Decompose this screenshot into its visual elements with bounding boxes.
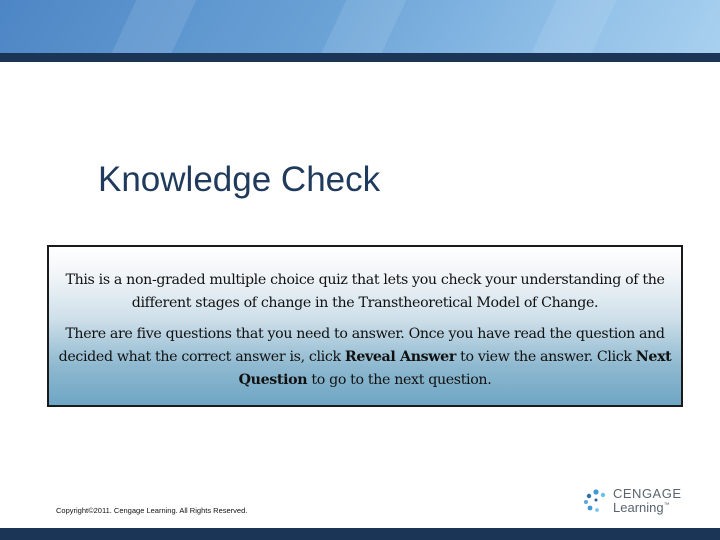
instructions-paragraph-1: This is a non-graded multiple choice quiz that lets you check your understanding of the different stages of change in the Transtheoretical Model of Change. (65, 272, 665, 311)
top-divider-bar (0, 53, 720, 62)
logo-learning-text: Learning (613, 500, 664, 515)
logo-wordmark-sub (613, 500, 670, 515)
instructions-text: to go to the next question. (307, 372, 492, 388)
instructions-paragraph-2 (49, 323, 681, 392)
instructions-box (47, 245, 683, 407)
copyright-notice: Copyright©2011. Cengage Learning. All Rights Reserved. (56, 506, 248, 515)
logo-wordmark: CENGAGE (613, 486, 682, 501)
next-question-label: Next Question (238, 349, 672, 388)
top-banner (0, 0, 720, 53)
cengage-logo (583, 485, 693, 517)
banner-streak (94, 0, 205, 53)
cengage-dots-icon (583, 488, 609, 514)
reveal-answer-label: Reveal Answer (344, 349, 456, 365)
instructions-text: There are five questions that you need to answer. Once you have read the question and decided what the correct answer is, click (58, 326, 665, 365)
banner-streak (304, 0, 415, 53)
bottom-bar (0, 528, 720, 540)
instructions-text: to view the answer. Click (455, 349, 636, 365)
slide-title: Knowledge Check (98, 160, 381, 199)
banner-streak (514, 0, 625, 53)
logo-trademark: ™ (663, 502, 670, 509)
